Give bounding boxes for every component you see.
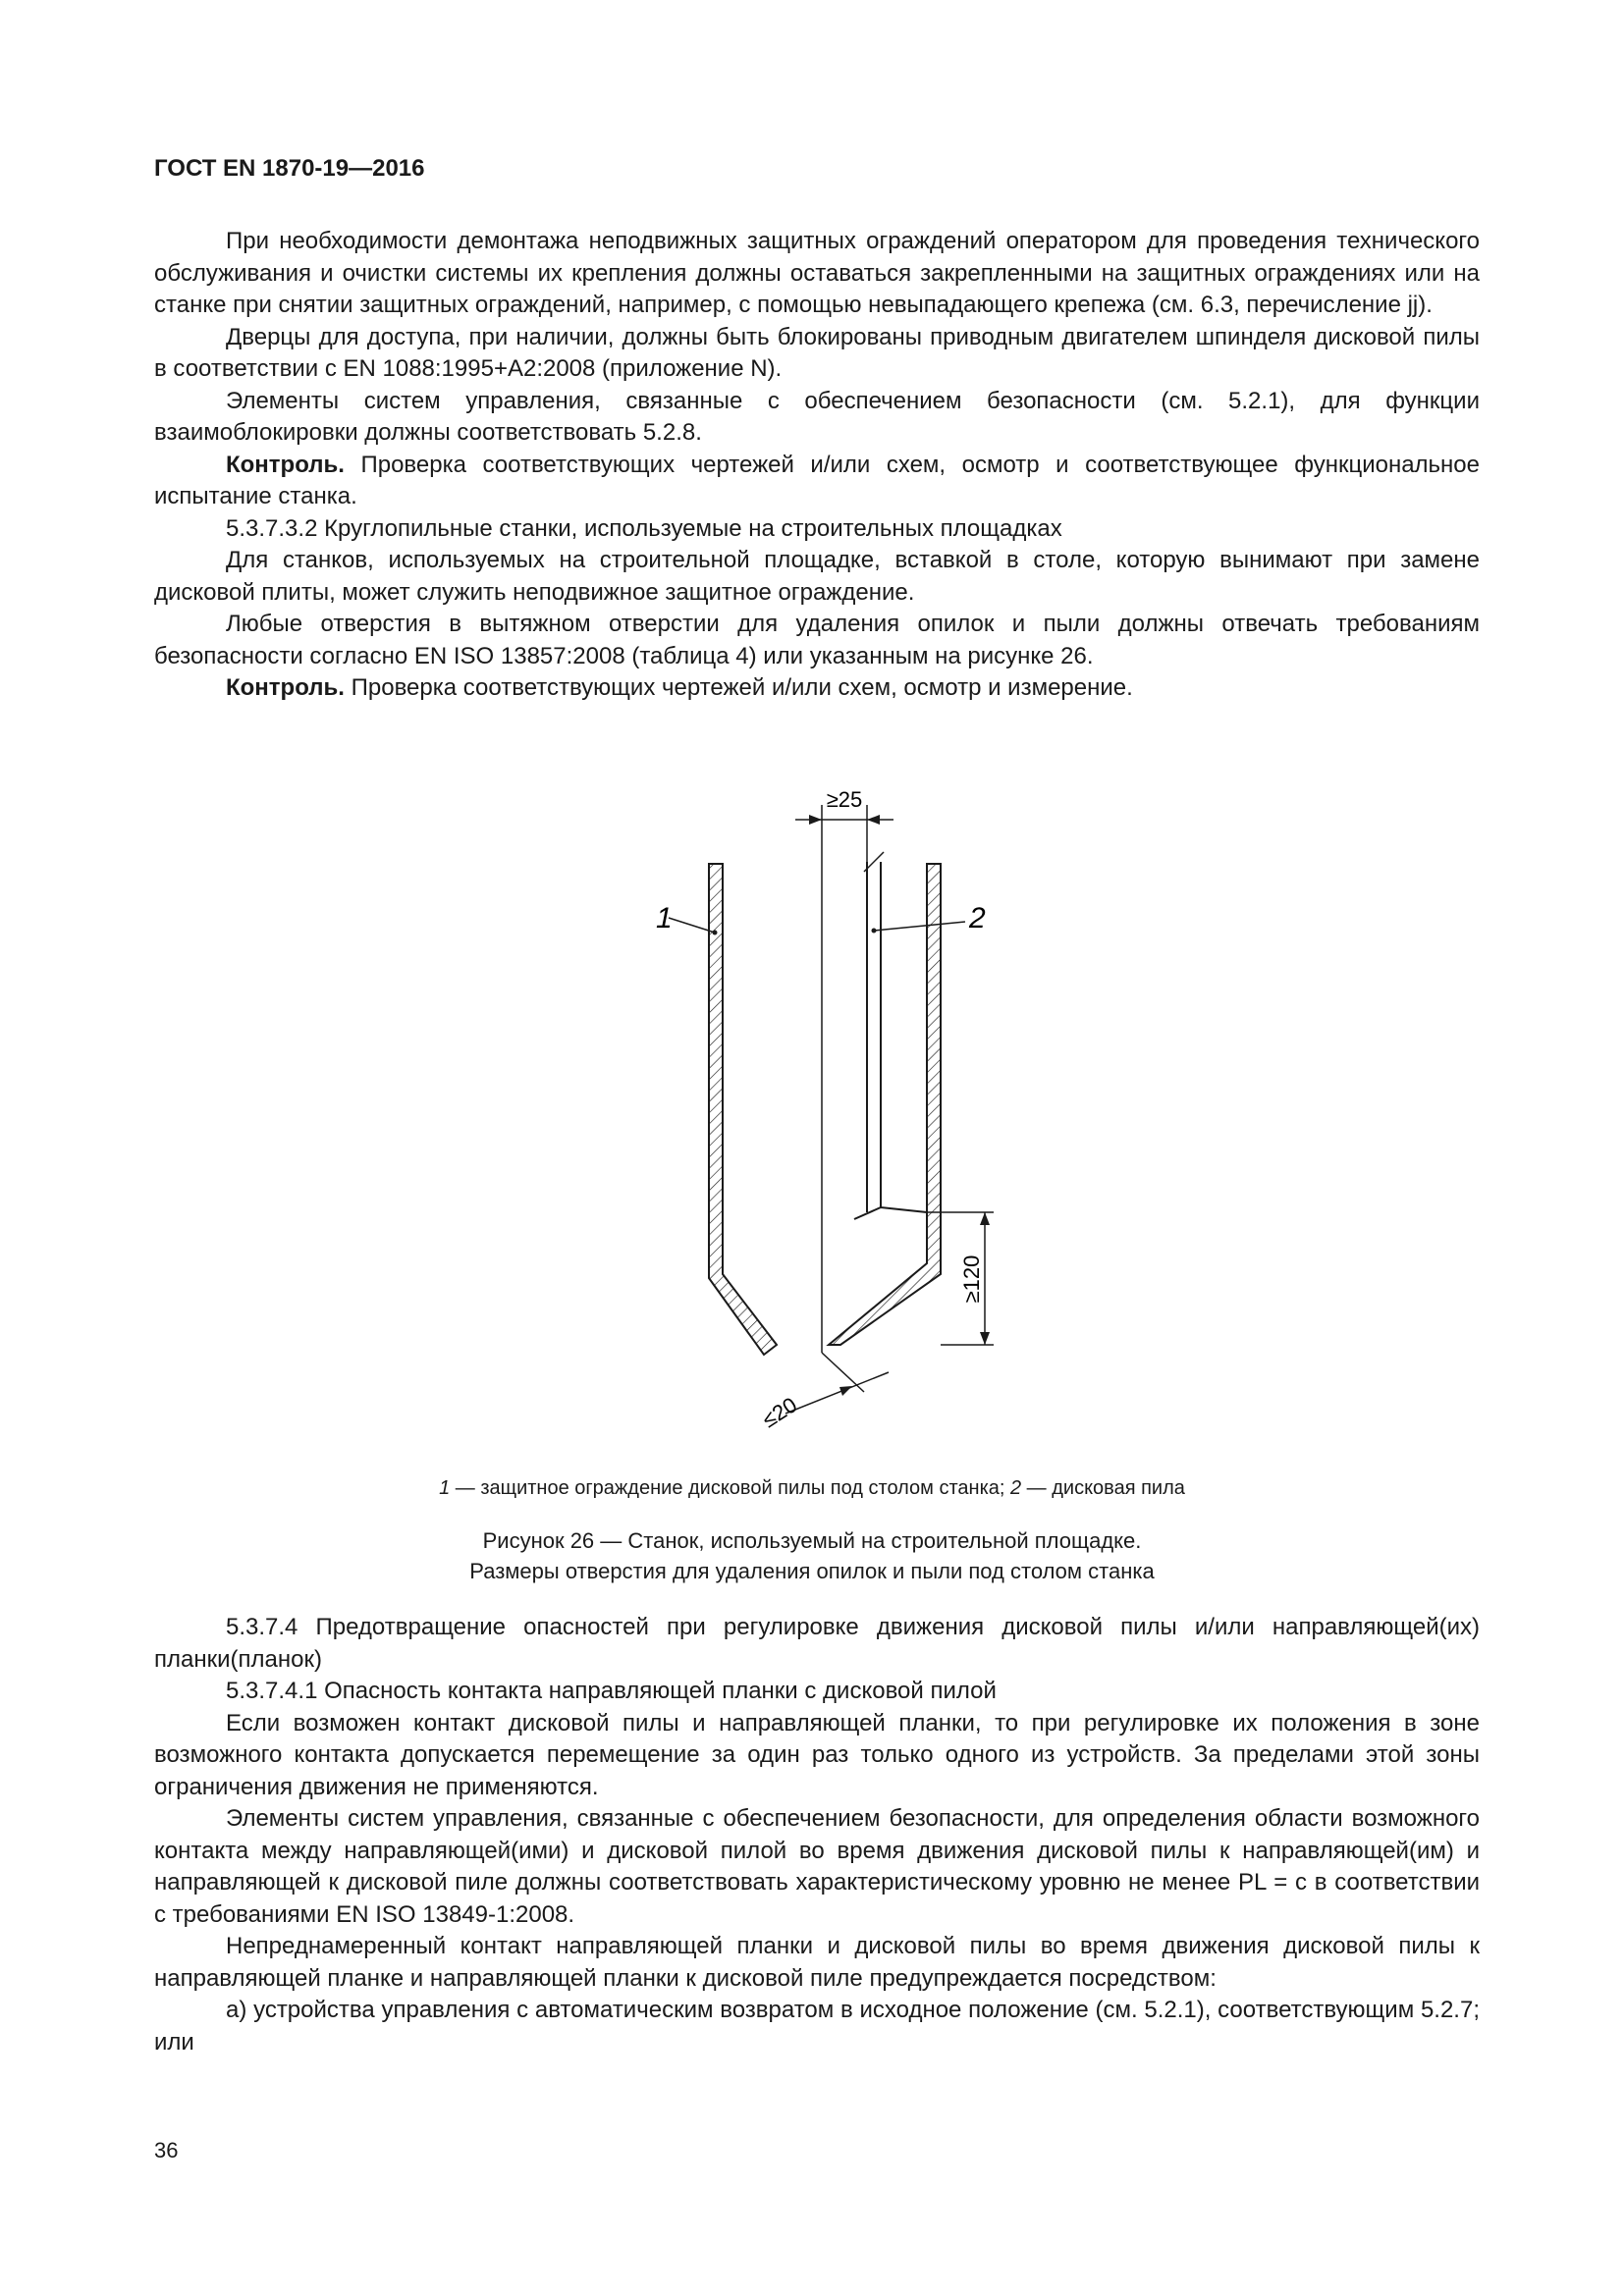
legend-number: 2 bbox=[1010, 1477, 1022, 1499]
callout-1: 1 bbox=[656, 902, 673, 934]
callout-dot bbox=[713, 931, 718, 935]
control-text: Проверка соответствующих чертежей и/или схем, осмотр и соответствующее функциональное испытание станка. bbox=[154, 451, 1480, 509]
legend-text: — дисковая пила bbox=[1021, 1477, 1185, 1499]
dimension-arrow bbox=[867, 815, 880, 825]
legend-number: 1 bbox=[439, 1477, 451, 1499]
paragraph: При необходимости демонтажа неподвижных защитных ограждений оператором для проведения технического обслуживания и очистки системы их крепления должны оставаться закрепленными на защитных ограждениях или на станке при снятии защитных ограждений, например, с помощью невыпадающего крепежа (см. 6.3, перечисление jj). bbox=[154, 228, 1480, 318]
figure-26 bbox=[0, 775, 1624, 1482]
dimension-arrow bbox=[980, 1332, 990, 1345]
legend-text: — защитное ограждение дисковой пилы под столом станка; bbox=[450, 1477, 1010, 1499]
callout-leader bbox=[874, 922, 965, 931]
left-guard bbox=[709, 864, 777, 1355]
clause-heading: 5.3.7.4 Предотвращение опасностей при регулировке движения дисковой пилы и/или направляющей(их) планки(планок) bbox=[154, 1614, 1480, 1673]
paragraph: Для станков, используемых на строительной площадке, вставкой в столе, которую вынимают при замене дисковой плиты, может служить неподвижное защитное ограждение. bbox=[154, 547, 1480, 606]
callout-2: 2 bbox=[969, 902, 986, 934]
page-number: 36 bbox=[154, 2138, 179, 2163]
body-text-bottom bbox=[154, 1612, 1480, 2058]
right-guard bbox=[829, 864, 941, 1345]
figure-legend bbox=[0, 1477, 1624, 1500]
caption-line: Размеры отверстия для удаления опилок и пыли под столом станка bbox=[469, 1559, 1155, 1583]
paragraph: Элементы систем управления, связанные с обеспечением безопасности (см. 5.2.1), для функции взаимоблокировки должны соответствовать 5.2.8. bbox=[154, 387, 1480, 446]
clause-heading: 5.3.7.4.1 Опасность контакта направляющей планки с дисковой пилой bbox=[226, 1678, 997, 1704]
caption-line: Рисунок 26 — Станок, используемый на строительной площадке. bbox=[482, 1528, 1142, 1553]
document-header: ГОСТ EN 1870-19—2016 bbox=[154, 155, 425, 182]
extension-line bbox=[822, 1353, 864, 1392]
control-text: Проверка соответствующих чертежей и/или схем, осмотр и измерение. bbox=[344, 674, 1133, 701]
paragraph: Любые отверстия в вытяжном отверстии для удаления опилок и пыли должны отвечать требованиям безопасности согласно EN ISO 13857:2008 (таблица 4) или указанным на рисунке 26. bbox=[154, 611, 1480, 669]
saw-blade-tip bbox=[854, 1207, 927, 1219]
control-label: Контроль. bbox=[226, 451, 345, 478]
paragraph: Элементы систем управления, связанные с обеспечением безопасности, для определения области возможного контакта между направляющей(ими) и дисковой пилой во время движения дисковой пилы к направляющей(им) и направляющей к дисковой пиле должны соответствовать характеристическому уровню не менее PL = c в соответствии с требованиями EN ISO 13849-1:2008. bbox=[154, 1805, 1480, 1928]
dimension-label-top: ≥25 bbox=[826, 787, 863, 812]
callout-dot bbox=[872, 929, 877, 934]
dimension-line bbox=[785, 1372, 889, 1414]
dimension-arrow bbox=[980, 1212, 990, 1225]
list-item: a) устройства управления с автоматическим возвратом в исходное положение (см. 5.2.1), соответствующим 5.2.7; или bbox=[154, 1997, 1480, 2056]
paragraph: Непреднамеренный контакт направляющей планки и дисковой пилы во время движения дисковой пилы к направляющей планке и направляющей планки к дисковой пиле предупреждается посредством: bbox=[154, 1933, 1480, 1992]
clause-heading: 5.3.7.3.2 Круглопильные станки, используемые на строительных площадках bbox=[226, 514, 1062, 542]
paragraph: Дверцы для доступа, при наличии, должны быть блокированы приводным двигателем шпинделя дисковой пилы в соответствии с EN 1088:1995+A2:2008 (приложение N). bbox=[154, 323, 1480, 382]
dimension-arrow bbox=[839, 1386, 852, 1396]
control-label: Контроль. bbox=[226, 674, 345, 701]
control-paragraph bbox=[154, 672, 1480, 705]
body-text-top bbox=[154, 226, 1480, 705]
dimension-label-right: ≥120 bbox=[959, 1255, 984, 1304]
paragraph: Если возможен контакт дисковой пилы и направляющей планки, то при регулировке их положения в зоне возможного контакта допускается перемещение за один раз только одного из устройств. За пределами этой зоны ограничения движения не применяются. bbox=[154, 1709, 1480, 1800]
control-paragraph bbox=[154, 450, 1480, 513]
dimension-label-bottom: ≤20 bbox=[757, 1392, 802, 1433]
figure-drawing bbox=[0, 775, 1624, 1482]
dimension-arrow bbox=[809, 815, 822, 825]
callout-leader bbox=[669, 918, 715, 933]
figure-caption bbox=[0, 1525, 1624, 1586]
